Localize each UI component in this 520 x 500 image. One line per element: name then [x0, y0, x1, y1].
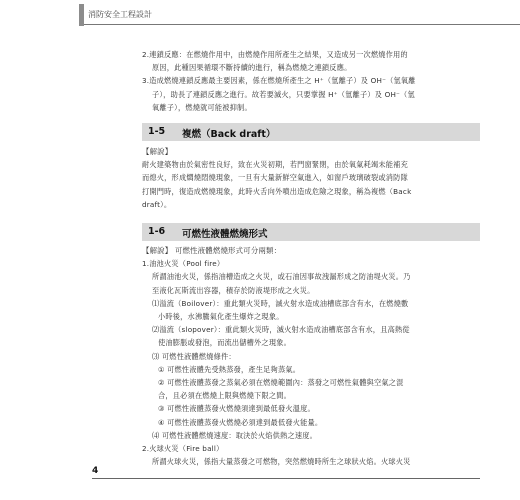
list-line: ③ 可燃性液體蒸發火燃燒須達到最低發火溫度。 — [158, 404, 315, 414]
section-1-6-body — [142, 244, 480, 468]
list-line: ⑴溢流（Boilover）：重此類火災時，滅火射水造成油槽底部含有水，在燃燒數 — [152, 298, 409, 308]
list-line: 2.火球火災（Fire ball） — [142, 444, 224, 454]
paragraph-line: draft）。 — [142, 199, 172, 209]
section-title: 可燃性液體燃燒形式 — [182, 229, 268, 240]
running-header — [40, 4, 480, 26]
list-line: 所謂火球火災，係指大量蒸發之可燃物，突然燃燒時所生之球狀火焰。火球火災 — [152, 457, 411, 467]
list-line: ⑵溢流（slopover）：重此類火災時，滅火射水造成油槽底部含有水，且高熱從 — [152, 325, 410, 335]
section-number: 1-5 — [148, 126, 166, 137]
top-list-line: 原因，此種因果循環不斷持續的進行，稱為燃燒之連鎖反應。 — [152, 63, 352, 73]
list-line: 使油膨脹或發泡，而流出儲槽外之現象。 — [158, 338, 291, 348]
top-list-line: 子），助長了連鎖反應之進行。故若要滅火，只要掌握 H⁺（氫離子）及 OH⁻（氫 — [152, 89, 415, 99]
list-line: ⑷ 可燃性液體燃燒速度：取決於火焰供熱之速度。 — [152, 430, 318, 440]
header-rule — [84, 24, 520, 25]
list-line: ① 可燃性液體先受熱蒸發，產生足夠蒸氣。 — [158, 364, 301, 374]
section-1-5-body — [142, 145, 480, 211]
paragraph-line: 打開門時，復造成燃燒現象，此時火舌向外噴出造成危險之現象，稱為複燃（Back — [142, 186, 412, 196]
section-1-6-lines — [142, 257, 480, 468]
list-line: 至液化瓦斯流出容器，積存於防液堤形成之火災。 — [152, 285, 315, 295]
header-title: 消防安全工程設計 — [88, 10, 152, 19]
list-line: 小時後，水沸騰氣化產生爆炸之現象。 — [158, 312, 284, 322]
footer-rule — [92, 478, 480, 479]
list-line: 合，且必須在燃燒上限與燃燒下限之間。 — [158, 391, 291, 401]
list-line: 1.油池火災（Pool fire） — [142, 259, 225, 269]
list-line: ② 可燃性液體蒸發之蒸氣必須在燃燒範圍內：蒸發之可燃性氣體與空氣之混 — [158, 378, 404, 388]
explanation-label: 【解說】 — [142, 147, 173, 156]
paragraph-line: 耐火建築物由於氣密性良好，致在火災初期，若門窗緊閉，由於氧氣耗竭未能補充 — [142, 160, 408, 170]
section-title: 複燃（Back draft） — [182, 129, 276, 140]
top-list-line: 2.連鎖反應：在燃燒作用中，由燃燒作用所產生之結果，又造成另一次燃燒作用的 — [142, 50, 408, 59]
list-line: ④ 可燃性液體蒸發火燃燒必須達到最低發火能量。 — [158, 417, 323, 427]
top-list — [142, 48, 480, 114]
section-heading-1-5 — [142, 123, 480, 141]
paragraph-line: 而熄火，形成燜燒悶燒現象，一旦有大量新鮮空氣進入，如窗戶玻璃破裂或消防隊 — [142, 173, 408, 183]
list-line: 所謂油池火災，係指油槽造成之火災，或石油因事故洩漏形成之防油堤火災。乃 — [152, 272, 411, 282]
list-line: ⑶ 可燃性液體燃燒條件： — [152, 351, 236, 361]
section-number: 1-6 — [148, 226, 166, 237]
page-number: 4 — [92, 466, 99, 476]
top-list-line: 氧離子），燃燒就可能被抑制。 — [152, 102, 252, 112]
top-list-line: 3.造成燃燒連鎖反應最主要因素，係在燃燒所產生之 H⁺（氫離子）及 OH⁻（氫氧離 — [142, 76, 416, 86]
header-tab-marker — [79, 4, 84, 26]
explanation-label: 【解說】 可燃性液體燃燒形式可分兩類： — [142, 246, 282, 255]
section-heading-1-6 — [142, 223, 480, 241]
